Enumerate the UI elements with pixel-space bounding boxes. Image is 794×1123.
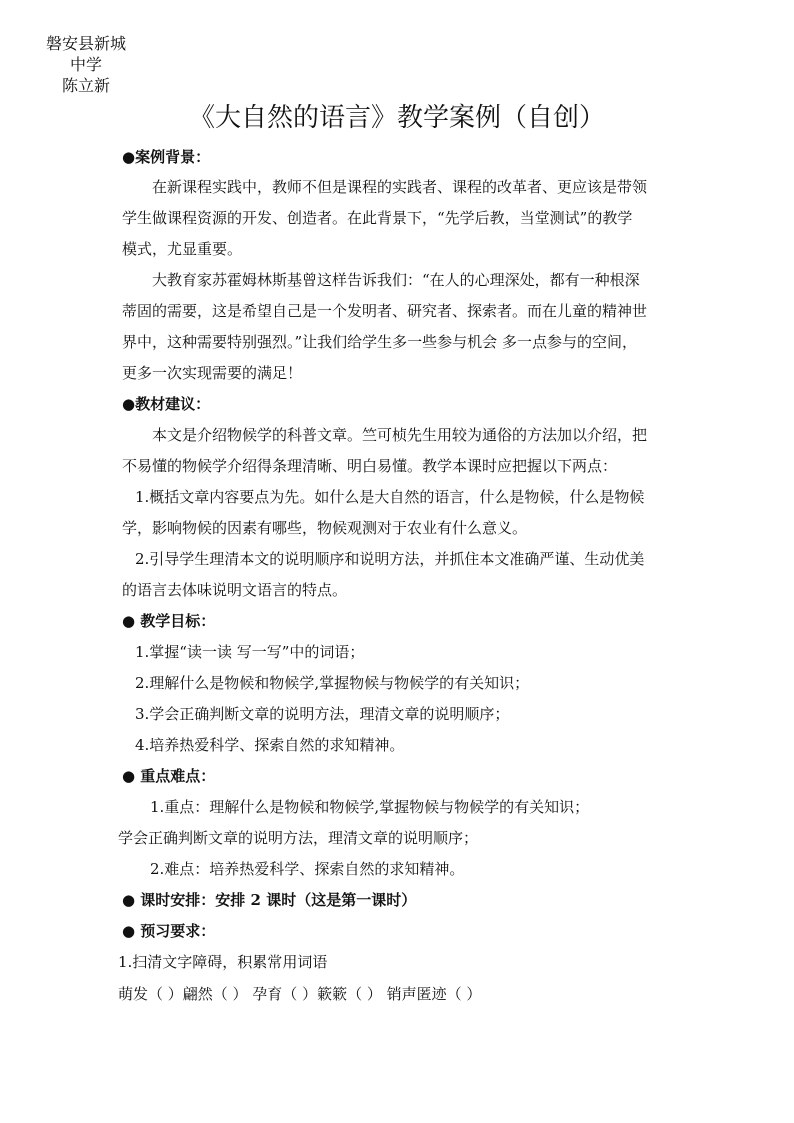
section-heading-preview: ● 预习要求： [122,922,216,940]
paragraph-line: 1.概括文章内容要点为先。如什么是大自然的语言，什么是物候，什么是物候 [135,488,645,506]
paragraph-line: 的语言去体味说明文语言的特点。 [122,581,348,599]
list-item: 1.扫清文字障碍，积累常用词语 [118,953,328,971]
document-title: 《大自然的语言》教学案例（自创） [188,103,605,133]
list-item: 2.难点：培养热爱科学、探索自然的求知精神。 [150,860,465,878]
paragraph-line: 大教育家苏霍姆林斯基曾这样告诉我们：“在人的心理深处，都有一种根深 [152,271,640,289]
section-heading-materials: ●教材建议： [122,395,211,413]
author-name: 陈立新 [61,76,110,95]
paragraph-line: 本文是介绍物候学的科普文章。竺可桢先生用较为通俗的方法加以介绍，把 [152,426,648,444]
paragraph-line: 学会正确判断文章的说明方法，理清文章的说明顺序； [118,829,479,847]
paragraph-line: 更多一次实现需要的满足！ [122,364,303,382]
paragraph-line: 在新课程实践中，教师不但是课程的实践者、课程的改革者、更应该是带领 [152,178,648,196]
list-item: 2.理解什么是物候和物候学,掌握物候与物候学的有关知识； [135,674,530,692]
paragraph-line: 不易懂的物候学介绍得条理清晰、明白易懂。教学本课时应把握以下两点： [122,457,618,475]
vocabulary-blanks: 萌发（ ）翩然（ ） 孕育（ ）簌簌（ ） 销声匿迹（ ） [118,985,482,1003]
section-heading-key-points: ● 重点难点： [122,767,216,785]
author-school: 磐安县新城 [45,34,126,53]
paragraph-line: 2.引导学生理清本文的说明顺序和说明方法，并抓住本文准确严谨、生动优美 [135,550,645,568]
paragraph-line: 蒂固的需要，这是希望自己是一个发明者、研究者、探索者。而在儿童的精神世 [122,302,648,320]
author-school-2: 中学 [69,55,102,74]
list-item: 4.培养热爱科学、探索自然的求知精神。 [135,736,405,754]
section-heading-background: ●案例背景： [122,148,211,166]
section-heading-goals: ● 教学目标： [122,612,216,630]
section-heading-schedule: ● 课时安排：安排 2 课时（这是第一课时） [122,891,417,909]
paragraph-line: 界中，这种需要特别强烈。”让我们给学生多一些参与机会 多一点参与的空间， [122,333,637,351]
list-item: 3.学会正确判断文章的说明方法，理清文章的说明顺序； [135,705,510,723]
paragraph-line: 模式，尤显重要。 [122,240,243,258]
list-item: 1.掌握“读一读 写一写”中的词语； [135,643,365,661]
paragraph-line: 学，影响物候的因素有哪些，物候观测对于农业有什么意义。 [122,519,528,537]
list-item: 1.重点：理解什么是物候和物候学,掌握物候与物候学的有关知识； [150,798,590,816]
author-block [36,33,136,96]
paragraph-line: 学生做课程资源的开发、创造者。在此背景下，“先学后教，当堂测试”的教学 [122,209,633,227]
